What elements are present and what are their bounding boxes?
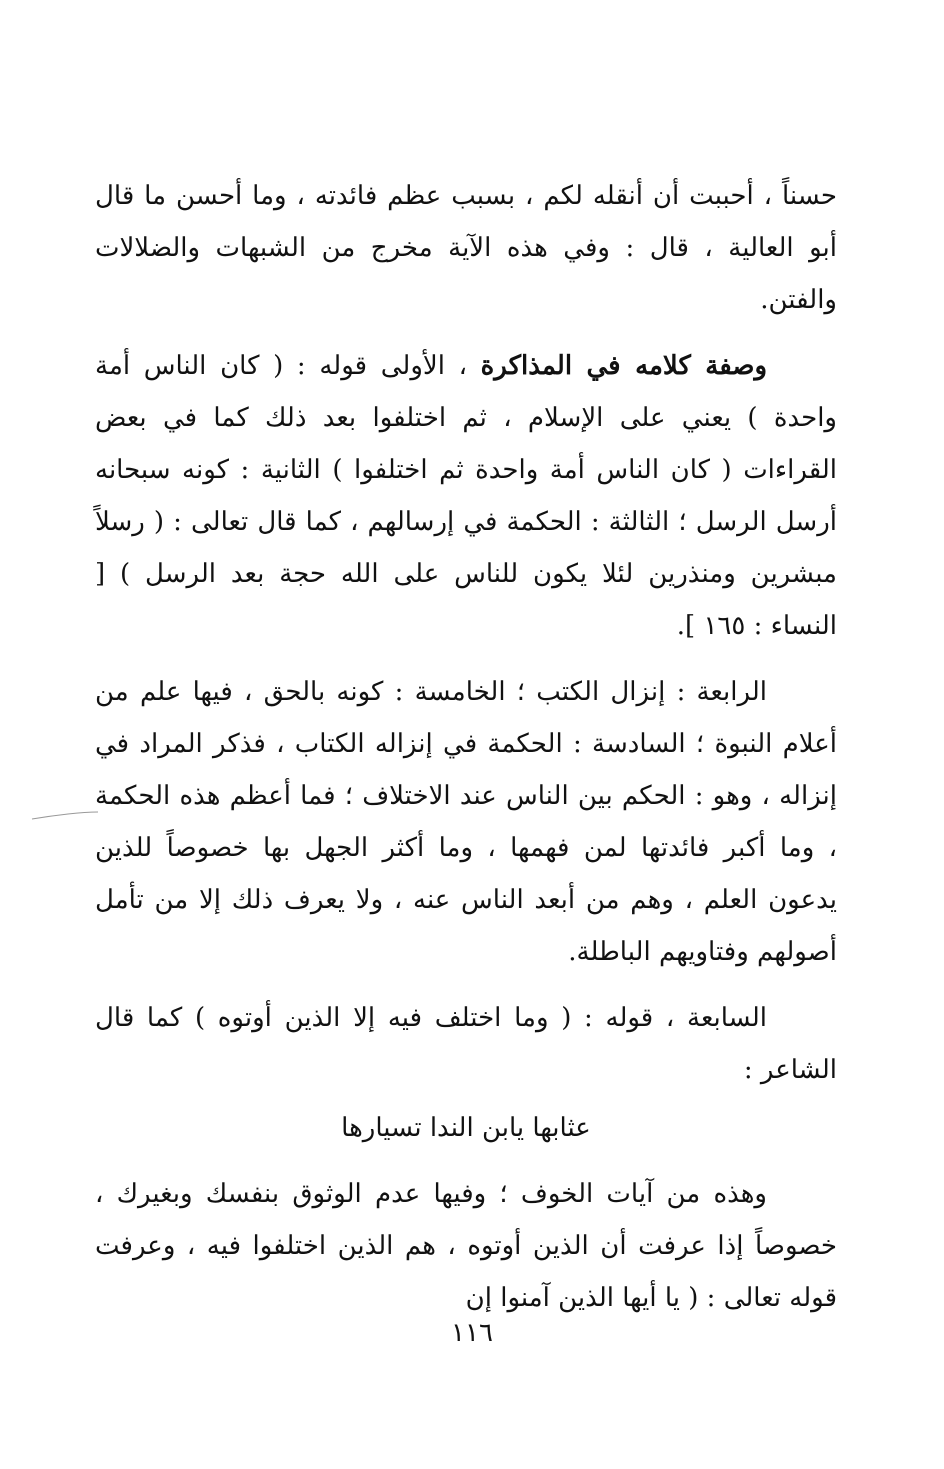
page-body: [95, 170, 837, 1338]
paragraph-3: [95, 666, 837, 978]
poetry-verse: عثابها يابن الندا تسيارها: [341, 1113, 591, 1143]
paragraph-5: [95, 1168, 837, 1324]
paragraph-3-text: الرابعة : إنزال الكتب ؛ الخامسة : كونه بالحق ، فيها علم من أعلام النبوة ؛ السادسة : الحكمة في إنزاله الكتاب ، فذكر المراد في إنزاله ، وهو : الحكم بين الناس عند الاختلاف ؛ فما أعظم هذه الحكمة ، وما أكبر فائدتها لمن فهمها ، وما أكثر الجهل بها خصوصاً للذين يدعون العلم ، وهم من أبعد الناس عنه ، ولا يعرف ذلك إلا من تأمل أصولهم وفتاويهم الباطلة.: [95, 677, 837, 967]
paragraph-1-text: حسناً ، أحببت أن أنقله لكم ، بسبب عظم فائدته ، وما أحسن ما قال أبو العالية ، قال : وفي هذه الآية مخرج من الشبهات والضلالات والفتن.: [95, 181, 837, 315]
page-number: ١١٦: [451, 1318, 493, 1348]
paragraph-1: [95, 170, 837, 326]
paragraph-4-text: السابعة ، قوله : ( وما اختلف فيه إلا الذين أوتوه ) كما قال الشاعر :: [95, 1003, 837, 1085]
paragraph-2-heading: وصفة كلامه في المذاكرة: [480, 351, 768, 381]
paragraph-4: [95, 992, 837, 1096]
paragraph-2-text: ، الأولى قوله : ( كان الناس أمة واحدة ) يعني على الإسلام ، ثم اختلفوا بعد ذلك كما في بعض القراءات ( كان الناس أمة واحدة ثم اختلفوا ) الثانية : كونه سبحانه أرسل الرسل ؛ الثالثة : الحكمة في إرسالهم ، كما قال تعالى : ( رسلاً مبشرين ومنذرين لئلا يكون للناس على الله حجة بعد الرسل ) [ النساء : ١٦٥ ].: [95, 351, 837, 641]
paragraph-5-text: وهذه من آيات الخوف ؛ وفيها عدم الوثوق بنفسك وبغيرك ، خصوصاً إذا عرفت أن الذين أوتوه ، هم الذين اختلفوا فيه ، وعرفت قوله تعالى : ( يا أيها الذين آمنوا إن: [95, 1179, 837, 1313]
paragraph-2: [95, 340, 837, 652]
margin-scribble-mark: [30, 810, 100, 822]
